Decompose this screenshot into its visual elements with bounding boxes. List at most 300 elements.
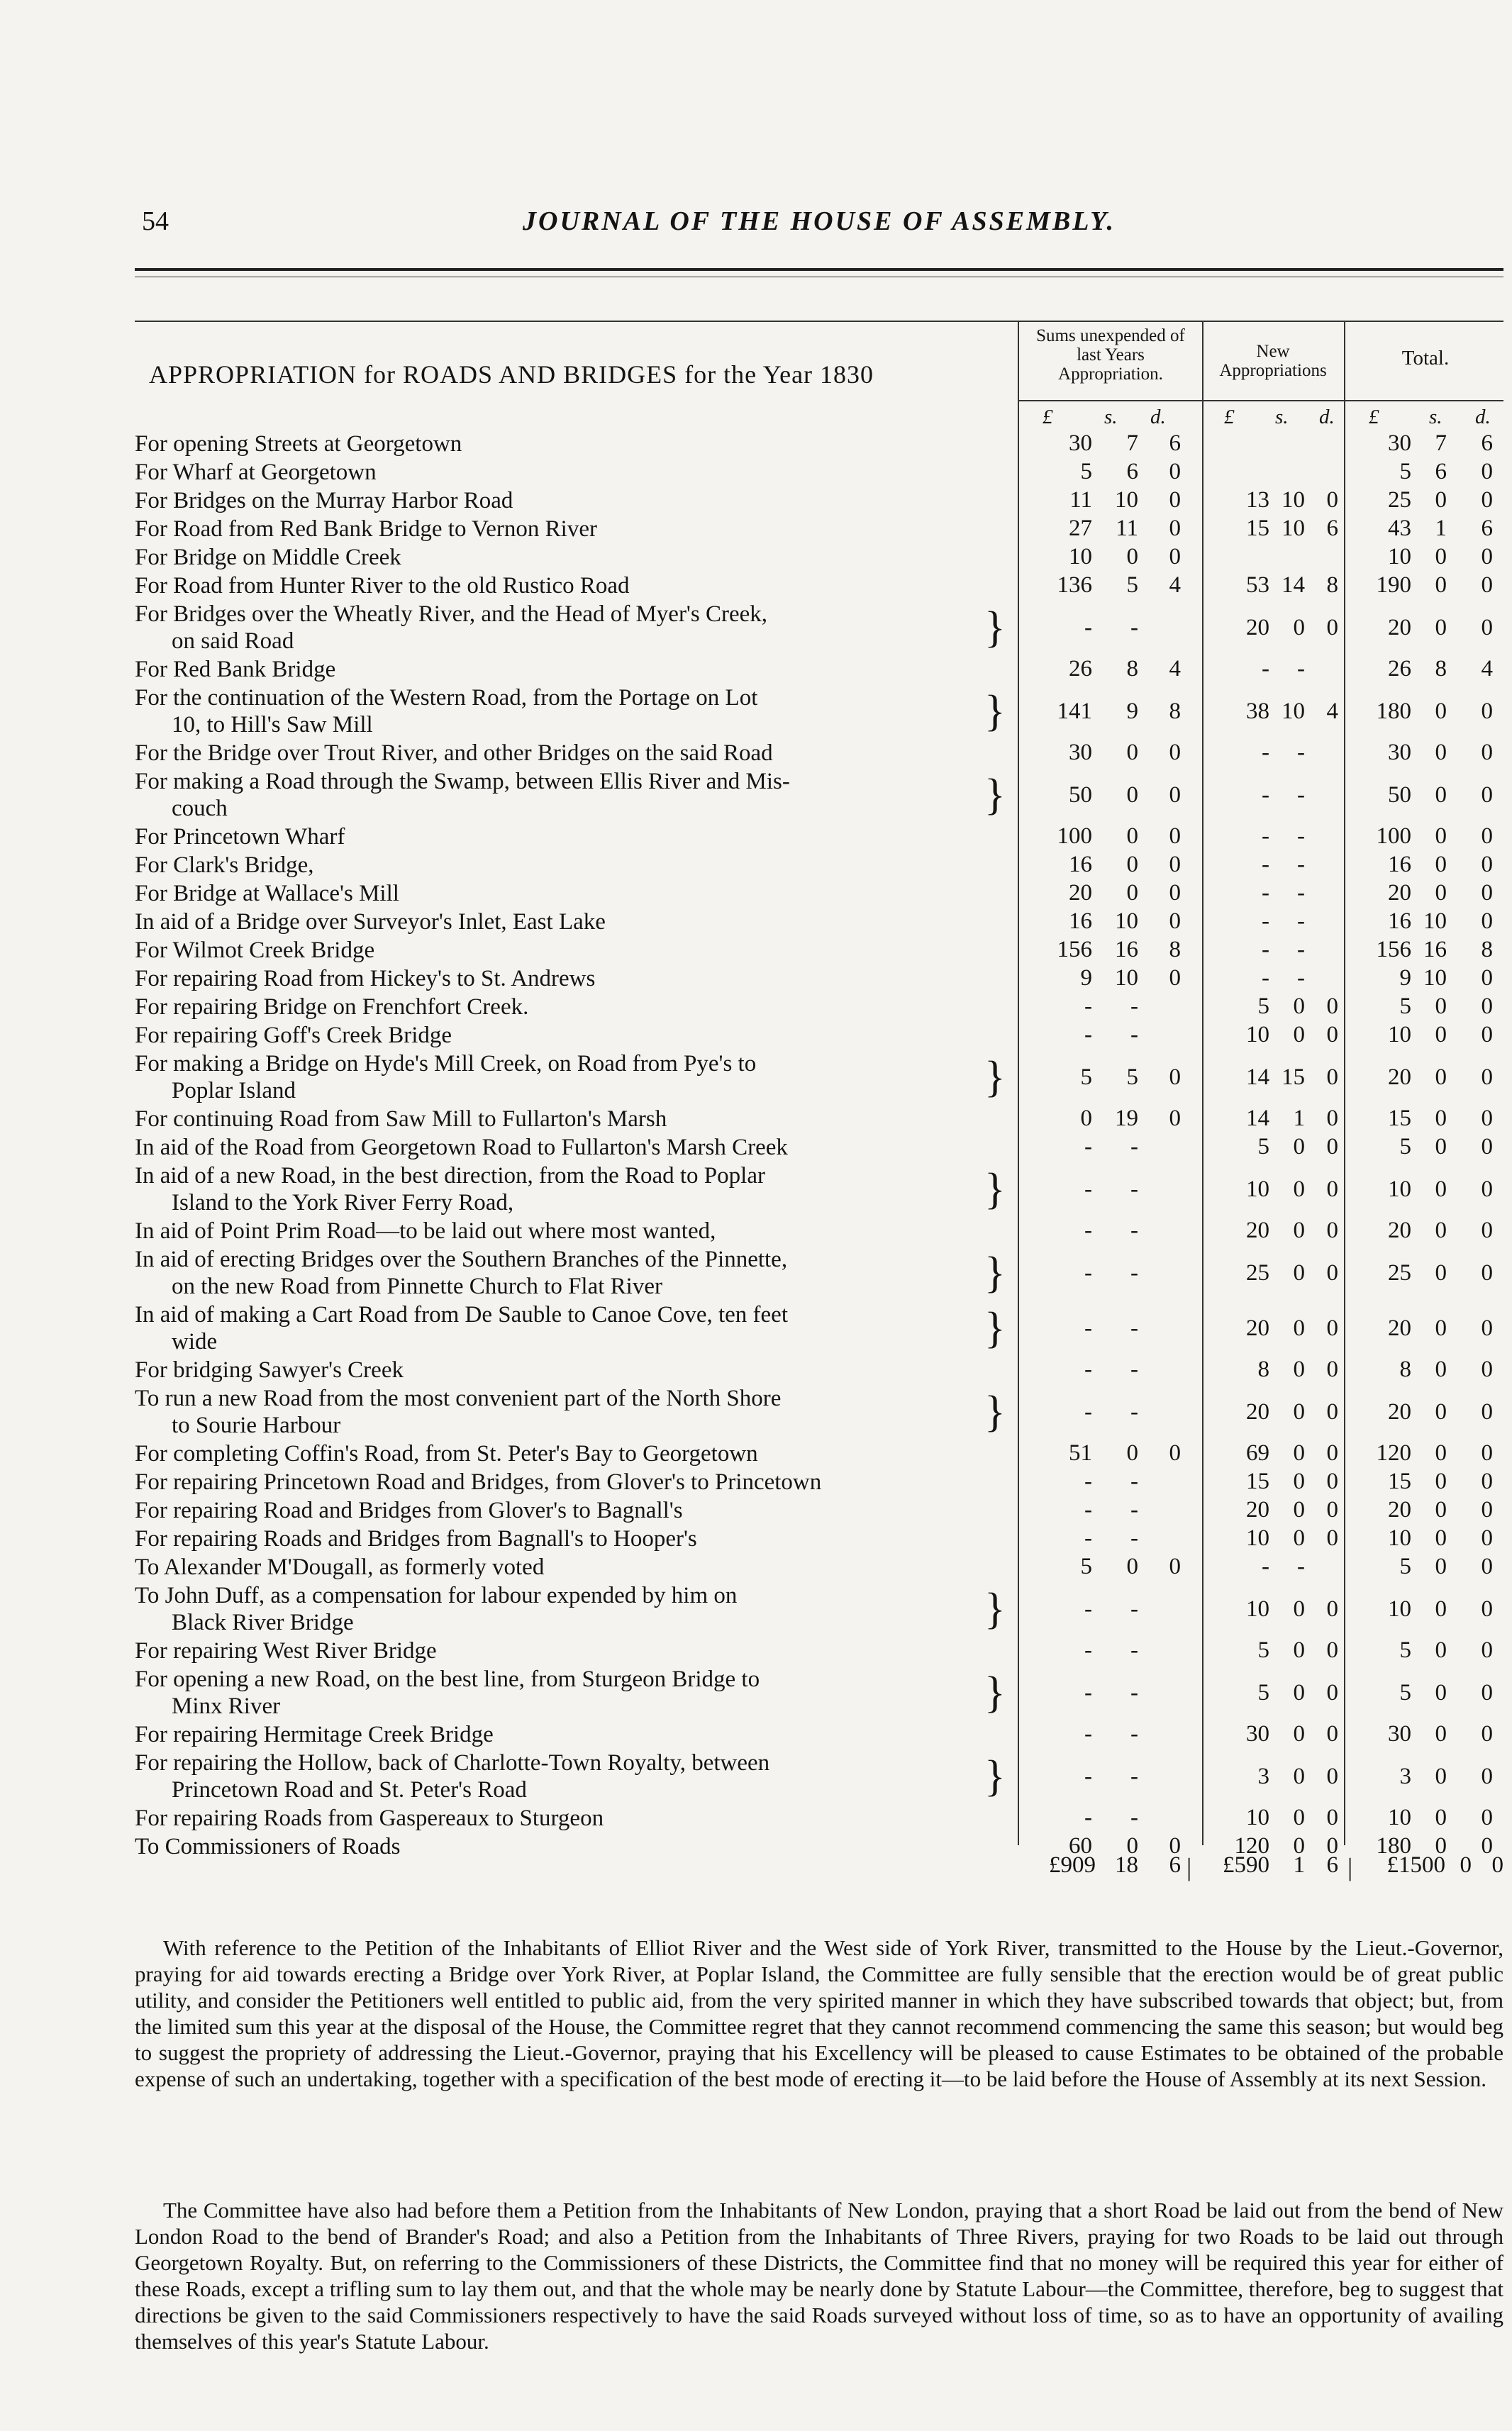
- cell-unexp-shillings: 0: [1126, 544, 1138, 569]
- cell-total-pounds: 180: [1376, 1833, 1411, 1859]
- cell-unexp-pence: 8: [1169, 937, 1181, 962]
- col-header-new: New Appropriations: [1219, 342, 1327, 380]
- cell-new-shillings: 0: [1293, 1440, 1305, 1466]
- row-description-line: To Alexander M'Dougall, as formerly voted: [135, 1554, 545, 1580]
- cell-new-pence: 0: [1326, 1134, 1338, 1159]
- cell-new-pence: 0: [1326, 1525, 1338, 1551]
- row-description-line: For making a Bridge on Hyde's Mill Creek, on Road from Pye's to: [135, 1051, 757, 1077]
- cell-total-pence: 0: [1481, 1315, 1493, 1341]
- cell-total-pounds: 15: [1388, 1106, 1411, 1131]
- row-description-line: For opening a new Road, on the best line, from Sturgeon Bridge to: [135, 1667, 760, 1692]
- row-description: [135, 1246, 986, 1300]
- cell-new-shillings: 15: [1282, 1064, 1305, 1090]
- cell-total-pounds: 20: [1388, 1064, 1411, 1090]
- cell-total-shillings: 0: [1435, 1596, 1447, 1622]
- cell-new-shillings: 0: [1293, 1315, 1305, 1341]
- cell-unexp-pounds: 51: [1069, 1440, 1092, 1466]
- table-row: [135, 740, 1503, 768]
- cell-total-shillings: 0: [1435, 572, 1447, 598]
- cell-total-pence: 0: [1481, 572, 1493, 598]
- cell-new-pounds: 3: [1257, 1764, 1269, 1789]
- table-row: [135, 1525, 1503, 1554]
- cell-new-shillings: 10: [1282, 487, 1305, 513]
- cell-total-shillings: 0: [1435, 1357, 1447, 1382]
- row-description: [135, 823, 986, 850]
- cell-unexp-pounds: 60: [1069, 1833, 1092, 1859]
- cell-new-shillings: 0: [1293, 1134, 1305, 1159]
- cell-total-pounds: 10: [1388, 1525, 1411, 1551]
- cell-new-shillings: -: [1297, 823, 1305, 849]
- cell-total-pence: 0: [1481, 1399, 1493, 1425]
- cell-new-pounds: -: [1262, 740, 1269, 765]
- row-description-line: In aid of the Road from Georgetown Road to Fullarton's Marsh Creek: [135, 1135, 788, 1160]
- row-description-continuation: Poplar Island: [172, 1078, 296, 1103]
- brace-glyph: }: [984, 1388, 1006, 1436]
- cell-total-pounds: 156: [1376, 937, 1411, 962]
- cell-unexp-shillings: -: [1130, 1134, 1138, 1159]
- cell-new-pence: 0: [1326, 1833, 1338, 1859]
- cell-total-shillings: 0: [1435, 1440, 1447, 1466]
- cell-new-shillings: -: [1297, 1554, 1305, 1579]
- row-description: [135, 1440, 986, 1467]
- cell-total-pence: 0: [1481, 880, 1493, 906]
- cell-unexp-shillings: 7: [1126, 430, 1138, 456]
- cell-new-pounds: 15: [1246, 516, 1269, 541]
- cell-unexp-shillings: 6: [1126, 459, 1138, 484]
- table-row: [135, 1666, 1503, 1721]
- cell-total-pounds: 16: [1388, 908, 1411, 934]
- cell-unexp-pence: 0: [1169, 1064, 1181, 1090]
- row-description-continuation: Princetown Road and St. Peter's Road: [172, 1777, 527, 1803]
- cell-new-pounds: 15: [1246, 1469, 1269, 1494]
- row-description-continuation: on the new Road from Pinnette Church to Flat River: [172, 1274, 662, 1299]
- row-description: [135, 908, 986, 935]
- cell-new-shillings: 0: [1293, 1721, 1305, 1747]
- cell-total-pounds: 5: [1399, 1680, 1411, 1706]
- row-description: [135, 1469, 986, 1496]
- cell-new-pounds: 25: [1246, 1260, 1269, 1286]
- cell-unexp-pence: 4: [1169, 656, 1181, 682]
- cell-total-shillings: 0: [1435, 699, 1447, 724]
- cell-unexp-pounds: 50: [1069, 782, 1092, 808]
- cell-new-shillings: 0: [1293, 1637, 1305, 1663]
- row-description-line: For repairing Hermitage Creek Bridge: [135, 1722, 494, 1747]
- cell-new-pounds: 20: [1246, 1218, 1269, 1243]
- cell-unexp-shillings: -: [1130, 1022, 1138, 1047]
- row-description: [135, 487, 986, 514]
- table-row: [135, 994, 1503, 1022]
- cell-total-pounds: 9: [1399, 965, 1411, 991]
- cell-new-pounds: 20: [1246, 1497, 1269, 1523]
- table-row: [135, 487, 1503, 516]
- cell-unexp-pounds: 9: [1080, 965, 1092, 991]
- cell-total-shillings: 0: [1435, 615, 1447, 640]
- cell-unexp-pence: 0: [1169, 1554, 1181, 1579]
- cell-new-shillings: 0: [1293, 994, 1305, 1019]
- cell-total-pence: 0: [1481, 908, 1493, 934]
- row-description: [135, 1134, 986, 1161]
- cell-unexp-pounds: 30: [1069, 740, 1092, 765]
- cell-new-pounds: -: [1262, 852, 1269, 877]
- cell-unexp-pounds: 16: [1069, 908, 1092, 934]
- cell-new-pounds: 14: [1246, 1064, 1269, 1090]
- cell-new-pence: 0: [1326, 994, 1338, 1019]
- cell-new-shillings: 0: [1293, 1176, 1305, 1202]
- cell-unexp-pence: 0: [1169, 1106, 1181, 1131]
- cell-unexp-pounds: 141: [1057, 699, 1092, 724]
- cell-total-shillings: 16: [1423, 937, 1447, 962]
- row-description: [135, 880, 986, 907]
- cell-unexp-shillings: -: [1130, 1805, 1138, 1830]
- cell-total-shillings: 0: [1435, 782, 1447, 808]
- row-description: [135, 1022, 986, 1049]
- row-description: [135, 768, 986, 822]
- cell-total-pounds: 190: [1376, 572, 1411, 598]
- row-description-line: For continuing Road from Saw Mill to Fullarton's Marsh: [135, 1106, 667, 1132]
- row-description: [135, 684, 986, 738]
- row-description-line: For Clark's Bridge,: [135, 852, 314, 878]
- table-row: [135, 1440, 1503, 1469]
- paragraph-new-london: The Committee have also had before them a Petition from the Inhabitants of New London, praying that a short Road be laid out from the bend of New London Road to the bend of Brander's Road; and also a Petition from the Inhabitants of Three Rivers, praying for two Roads to be laid out through Georgetown Royalty. But, on referring to the Commissioners of these Districts, the Committee find that no money will be required this year for either of these Roads, except a trifling sum to lay them out, and that the whole may be nearly done by Statute Labour—the Committee, therefore, beg to suggest that directions be given to the said Commissioners respectively to have the said Roads surveyed without loss of time, so as to have an opportunity of availing themselves of this year's Statute Labour.: [135, 2198, 1503, 2354]
- brace-glyph: }: [984, 603, 1006, 652]
- cell-unexp-shillings: 5: [1126, 572, 1138, 598]
- cell-total-pounds: 30: [1388, 740, 1411, 765]
- cell-new-shillings: 0: [1293, 1022, 1305, 1047]
- cell-unexp-pounds: -: [1084, 1525, 1092, 1551]
- cell-unexp-shillings: 10: [1115, 487, 1138, 513]
- cell-new-pounds: -: [1262, 782, 1269, 808]
- cell-total-pounds: 20: [1388, 1315, 1411, 1341]
- table-row: [135, 601, 1503, 656]
- cell-total-pence: 0: [1481, 1764, 1493, 1789]
- table-row: [135, 656, 1503, 684]
- cell-unexp-pence: 0: [1169, 1833, 1181, 1859]
- table-row: [135, 937, 1503, 965]
- cell-total-pounds: 10: [1388, 1805, 1411, 1830]
- cell-unexp-shillings: 10: [1115, 908, 1138, 934]
- cell-new-shillings: 10: [1282, 699, 1305, 724]
- cell-new-pence: 0: [1326, 1260, 1338, 1286]
- table-row: [135, 965, 1503, 994]
- cell-unexp-pounds: -: [1084, 1637, 1092, 1663]
- row-description-line: For Bridges over the Wheatly River, and the Head of Myer's Creek,: [135, 601, 768, 627]
- row-description-continuation: couch: [172, 796, 228, 821]
- brace-glyph: }: [984, 771, 1006, 819]
- row-description-continuation: to Sourie Harbour: [172, 1413, 341, 1438]
- row-description-line: In aid of erecting Bridges over the Southern Branches of the Pinnette,: [135, 1247, 788, 1272]
- cell-total-pounds: 120: [1376, 1440, 1411, 1466]
- row-description-continuation: Island to the York River Ferry Road,: [172, 1190, 514, 1216]
- cell-unexp-pence: 0: [1169, 516, 1181, 541]
- cell-unexp-pounds: 10: [1069, 544, 1092, 569]
- row-description: [135, 1666, 986, 1720]
- cell-new-pence: 0: [1326, 1399, 1338, 1425]
- cell-new-pence: 4: [1326, 699, 1338, 724]
- cell-unexp-shillings: -: [1130, 615, 1138, 640]
- cell-total-pounds: 5: [1399, 1554, 1411, 1579]
- col-header-unexpended: Sums unexpended of last Years Appropriation.: [1036, 326, 1185, 384]
- row-description-continuation: on said Road: [172, 628, 294, 654]
- cell-unexp-shillings: -: [1130, 994, 1138, 1019]
- cell-unexp-shillings: -: [1130, 1469, 1138, 1494]
- table-row: [135, 1582, 1503, 1637]
- header-bottom-rule: [1018, 400, 1503, 401]
- cell-total-pence: 0: [1481, 487, 1493, 513]
- row-description-line: In aid of Point Prim Road—to be laid out where most wanted,: [135, 1218, 716, 1244]
- row-description: [135, 1582, 986, 1636]
- paragraph-elliot-river: With reference to the Petition of the Inhabitants of Elliot River and the West side of York River, transmitted to the House by the Lieut.-Governor, praying for aid towards erecting a Bridge over York River, at Poplar Island, the Committee are fully sensible that the erection would be of great public utility, and consider the Petitioners well entitled to public aid, from the very spirited manner in which they have subscribed towards that object; but, from the limited sum this year at the disposal of the House, the Committee regret that they cannot recommend commencing the same this season; but would beg to suggest the propriety of addressing the Lieut.-Governor, praying that his Excellency will be pleased to cause Estimates to be obtained of the probable expense of such an undertaking, together with a specification of the best mode of erecting it—to be laid before the House of Assembly at its next Session.: [135, 1935, 1503, 2091]
- cell-unexp-shillings: 0: [1126, 1833, 1138, 1859]
- cell-unexp-pence: 0: [1169, 852, 1181, 877]
- cell-unexp-shillings: -: [1130, 1680, 1138, 1706]
- cell-new-pence: 0: [1326, 1596, 1338, 1622]
- cell-new-pence: 0: [1326, 1764, 1338, 1789]
- cell-unexp-shillings: -: [1130, 1497, 1138, 1523]
- cell-total-pounds: 20: [1388, 880, 1411, 906]
- cell-unexp-shillings: 10: [1115, 965, 1138, 991]
- cell-total-shillings: 10: [1423, 965, 1447, 991]
- table-row: [135, 1357, 1503, 1385]
- row-description: [135, 994, 986, 1020]
- cell-total-pence: 0: [1481, 782, 1493, 808]
- total-unexp-shillings: 18: [1115, 1852, 1138, 1878]
- cell-unexp-pounds: -: [1084, 615, 1092, 640]
- cell-new-pence: 0: [1326, 487, 1338, 513]
- cell-total-pounds: 10: [1388, 1022, 1411, 1047]
- row-description-line: For Bridges on the Murray Harbor Road: [135, 488, 513, 513]
- total-total-pence: 0: [1491, 1852, 1503, 1878]
- cell-unexp-pounds: -: [1084, 1315, 1092, 1341]
- table-row: [135, 1554, 1503, 1582]
- page-header: [142, 206, 1496, 248]
- cell-unexp-shillings: 8: [1126, 656, 1138, 682]
- cell-total-shillings: 0: [1435, 1805, 1447, 1830]
- cell-total-pounds: 25: [1388, 1260, 1411, 1286]
- cell-total-pounds: 100: [1376, 823, 1411, 849]
- row-description-line: For repairing Road from Hickey's to St. Andrews: [135, 966, 596, 991]
- row-description-line: To run a new Road from the most convenient part of the North Shore: [135, 1386, 782, 1411]
- row-description: [135, 544, 986, 571]
- cell-total-pounds: 3: [1399, 1764, 1411, 1789]
- cell-unexp-shillings: 16: [1115, 937, 1138, 962]
- table-row: [135, 544, 1503, 572]
- cell-total-shillings: 0: [1435, 487, 1447, 513]
- cell-new-pounds: 5: [1257, 994, 1269, 1019]
- row-description-line: For repairing West River Bridge: [135, 1638, 437, 1664]
- row-description: [135, 1162, 986, 1216]
- cell-unexp-pounds: 27: [1069, 516, 1092, 541]
- cell-unexp-pounds: 11: [1069, 487, 1092, 513]
- brace-glyph: }: [984, 1053, 1006, 1101]
- table-top-rule: [135, 321, 1503, 322]
- cell-new-shillings: 1: [1293, 1106, 1305, 1131]
- table-row: [135, 908, 1503, 937]
- cell-new-pence: 0: [1326, 1176, 1338, 1202]
- cell-unexp-shillings: -: [1130, 1596, 1138, 1622]
- cell-unexp-shillings: -: [1130, 1357, 1138, 1382]
- currency-header-unexpended: £ s. d.: [1043, 406, 1166, 428]
- total-new-pence: 6: [1326, 1852, 1338, 1878]
- cell-total-shillings: 0: [1435, 1525, 1447, 1551]
- cell-new-shillings: -: [1297, 937, 1305, 962]
- cell-unexp-pounds: 16: [1069, 852, 1092, 877]
- cell-new-pence: 0: [1326, 1469, 1338, 1494]
- row-description-line: For bridging Sawyer's Creek: [135, 1357, 404, 1383]
- row-description-line: For repairing the Hollow, back of Charlotte-Town Royalty, between: [135, 1750, 770, 1776]
- table-title: APPROPRIATION for ROADS AND BRIDGES for the Year 1830: [149, 360, 874, 389]
- cell-unexp-shillings: 0: [1126, 852, 1138, 877]
- cell-total-pounds: 5: [1399, 1134, 1411, 1159]
- cell-unexp-pounds: -: [1084, 1399, 1092, 1425]
- cell-total-pounds: 20: [1388, 1218, 1411, 1243]
- table-row: [135, 1301, 1503, 1357]
- cell-total-pence: 0: [1481, 1218, 1493, 1243]
- cell-total-shillings: 0: [1435, 880, 1447, 906]
- cell-total-shillings: 0: [1435, 1764, 1447, 1789]
- table-row: [135, 1749, 1503, 1805]
- cell-new-pounds: 14: [1246, 1106, 1269, 1131]
- cell-total-pence: 0: [1481, 994, 1493, 1019]
- row-description: [135, 1525, 986, 1552]
- totals-separator: |: [1186, 1853, 1192, 1881]
- row-description: [135, 459, 986, 486]
- row-description-line: To John Duff, as a compensation for labour expended by him on: [135, 1583, 738, 1608]
- row-description-line: For repairing Goff's Creek Bridge: [135, 1023, 452, 1048]
- row-description: [135, 1357, 986, 1384]
- cell-total-pence: 0: [1481, 1022, 1493, 1047]
- cell-new-pounds: 20: [1246, 1399, 1269, 1425]
- cell-total-pence: 0: [1481, 1176, 1493, 1202]
- col-header-total: Total.: [1401, 347, 1450, 369]
- cell-unexp-pounds: 156: [1057, 937, 1092, 962]
- appropriation-table: [135, 321, 1503, 1881]
- table-row: [135, 1022, 1503, 1050]
- cell-total-pence: 6: [1481, 430, 1493, 456]
- header-rule-thick: [135, 268, 1503, 271]
- cell-total-pounds: 5: [1399, 1637, 1411, 1663]
- cell-unexp-pence: 0: [1169, 823, 1181, 849]
- cell-new-pounds: 30: [1246, 1721, 1269, 1747]
- row-description-line: For Bridge at Wallace's Mill: [135, 881, 399, 906]
- row-description: [135, 1721, 986, 1748]
- cell-unexp-shillings: 0: [1126, 880, 1138, 906]
- cell-unexp-pounds: -: [1084, 1764, 1092, 1789]
- table-row: [135, 430, 1503, 459]
- cell-unexp-pence: 0: [1169, 544, 1181, 569]
- cell-unexp-pounds: -: [1084, 1218, 1092, 1243]
- cell-total-shillings: 7: [1435, 430, 1447, 456]
- cell-total-pence: 0: [1481, 852, 1493, 877]
- cell-new-pence: 0: [1326, 1022, 1338, 1047]
- cell-new-shillings: 0: [1293, 1680, 1305, 1706]
- cell-new-shillings: 0: [1293, 1218, 1305, 1243]
- currency-header-new: £ s. d.: [1224, 406, 1335, 428]
- cell-unexp-shillings: -: [1130, 1315, 1138, 1341]
- cell-total-pounds: 10: [1388, 544, 1411, 569]
- cell-new-pence: 0: [1326, 1721, 1338, 1747]
- cell-unexp-pounds: 30: [1069, 430, 1092, 456]
- row-description: [135, 1106, 986, 1133]
- cell-new-pounds: 10: [1246, 1525, 1269, 1551]
- cell-unexp-pounds: -: [1084, 1176, 1092, 1202]
- cell-new-pounds: 10: [1246, 1596, 1269, 1622]
- cell-unexp-pence: 0: [1169, 782, 1181, 808]
- table-row: [135, 1721, 1503, 1749]
- row-description-line: For Princetown Wharf: [135, 824, 345, 850]
- cell-new-pounds: 53: [1246, 572, 1269, 598]
- cell-unexp-pounds: -: [1084, 1497, 1092, 1523]
- cell-total-shillings: 0: [1435, 1637, 1447, 1663]
- cell-total-pounds: 5: [1399, 994, 1411, 1019]
- row-description: [135, 1218, 986, 1245]
- table-row: [135, 1637, 1503, 1666]
- cell-new-shillings: 0: [1293, 615, 1305, 640]
- cell-new-shillings: 0: [1293, 1469, 1305, 1494]
- cell-total-pence: 0: [1481, 1805, 1493, 1830]
- table-row: [135, 823, 1503, 852]
- cell-new-pence: 0: [1326, 1106, 1338, 1131]
- cell-new-pounds: 69: [1246, 1440, 1269, 1466]
- row-description-line: For making a Road through the Swamp, between Ellis River and Mis-: [135, 769, 790, 794]
- cell-total-pence: 6: [1481, 516, 1493, 541]
- brace-glyph: }: [984, 1249, 1006, 1297]
- cell-new-shillings: 10: [1282, 516, 1305, 541]
- row-description: [135, 1385, 986, 1439]
- cell-unexp-shillings: 0: [1126, 1440, 1138, 1466]
- cell-total-pounds: 20: [1388, 1497, 1411, 1523]
- cell-total-pence: 0: [1481, 1106, 1493, 1131]
- row-description: [135, 1749, 986, 1803]
- row-description-line: For Road from Hunter River to the old Rustico Road: [135, 573, 630, 599]
- cell-unexp-pence: 0: [1169, 487, 1181, 513]
- cell-total-shillings: 0: [1435, 1315, 1447, 1341]
- row-description-continuation: 10, to Hill's Saw Mill: [172, 712, 373, 738]
- cell-unexp-shillings: 0: [1126, 823, 1138, 849]
- cell-unexp-pence: 6: [1169, 430, 1181, 456]
- row-description-line: For Wharf at Georgetown: [135, 460, 377, 485]
- cell-total-shillings: 0: [1435, 1833, 1447, 1859]
- cell-total-shillings: 0: [1435, 544, 1447, 569]
- cell-new-pence: 0: [1326, 1218, 1338, 1243]
- cell-unexp-pounds: 5: [1080, 1554, 1092, 1579]
- cell-unexp-shillings: -: [1130, 1721, 1138, 1747]
- cell-total-pence: 0: [1481, 699, 1493, 724]
- cell-unexp-shillings: 11: [1116, 516, 1138, 541]
- row-description-line: For Wilmot Creek Bridge: [135, 938, 375, 963]
- cell-new-pounds: 8: [1257, 1357, 1269, 1382]
- cell-unexp-pence: 0: [1169, 880, 1181, 906]
- table-row: [135, 459, 1503, 487]
- table-body: [135, 430, 1503, 1862]
- cell-total-pounds: 26: [1388, 656, 1411, 682]
- cell-unexp-pounds: -: [1084, 1721, 1092, 1747]
- cell-new-pounds: 10: [1246, 1176, 1269, 1202]
- total-unexp-pence: 6: [1169, 1852, 1181, 1878]
- cell-total-shillings: 0: [1435, 1134, 1447, 1159]
- row-description: [135, 1554, 986, 1581]
- cell-total-pounds: 180: [1376, 699, 1411, 724]
- cell-unexp-pounds: -: [1084, 1596, 1092, 1622]
- brace-glyph: }: [984, 687, 1006, 735]
- cell-total-shillings: 0: [1435, 1260, 1447, 1286]
- cell-new-shillings: -: [1297, 656, 1305, 682]
- cell-new-pence: 0: [1326, 615, 1338, 640]
- row-description-line: For Bridge on Middle Creek: [135, 545, 401, 570]
- row-description: [135, 1050, 986, 1104]
- cell-total-pence: 0: [1481, 1357, 1493, 1382]
- cell-new-shillings: -: [1297, 965, 1305, 991]
- cell-total-shillings: 0: [1435, 1399, 1447, 1425]
